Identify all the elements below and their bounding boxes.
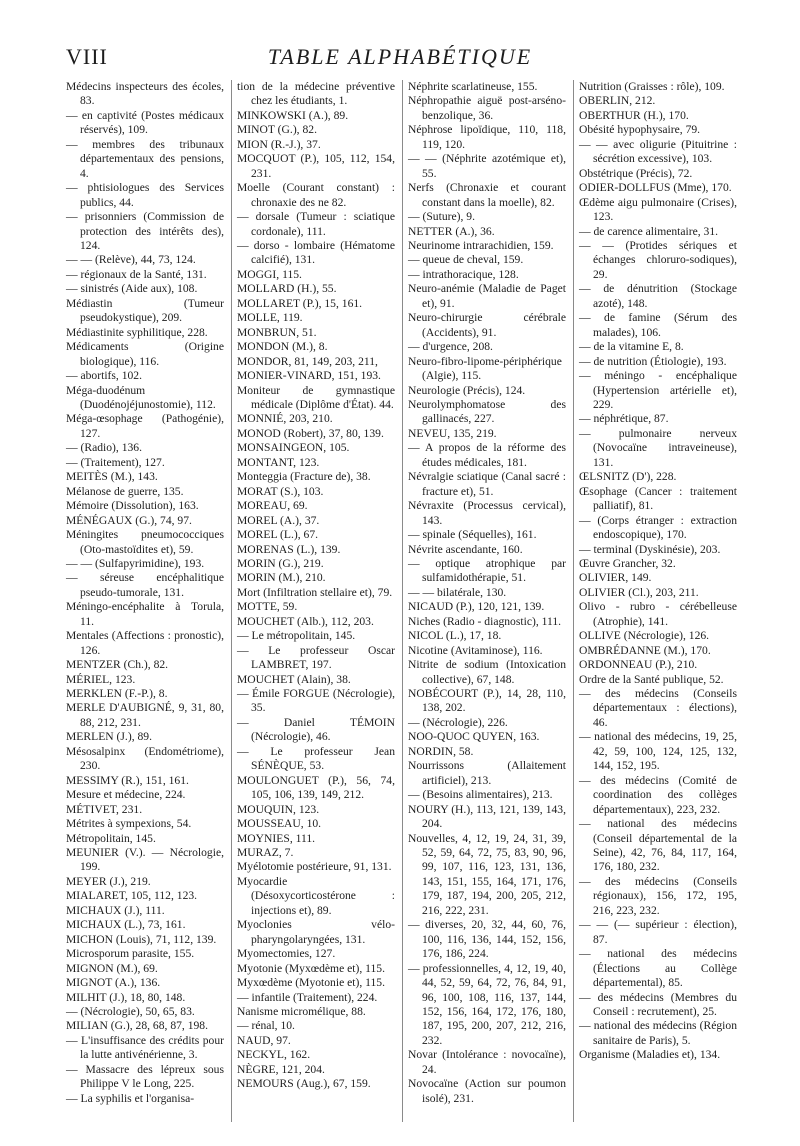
index-entry: NOO-QUOC QUYEN, 163. xyxy=(408,730,540,744)
index-entry: — séreuse encéphalitique pseudo-tumorale, 131. xyxy=(66,571,224,599)
index-entry: — en captivité (Postes médicaux réservés), 109. xyxy=(66,108,224,137)
index-entry: — des médecins (Comité de coordination des collèges départementaux), 223, 232. xyxy=(579,773,737,816)
index-entry: — optique atrophique par sulfamidothérapie, 51. xyxy=(408,556,566,585)
index-entry: OBERLIN, 212. xyxy=(579,94,656,108)
index-entry: Nutrition (Graisses : rôle), 109. xyxy=(579,80,725,93)
index-entry: Myomectomies, 127. xyxy=(237,947,336,961)
index-entry: tion de la médecine préventive chez les étudiants, 1. xyxy=(237,80,395,108)
index-entry: — L'insuffisance des crédits pour la lutte antivénérienne, 3. xyxy=(66,1033,224,1062)
index-entry: MERLEN (J.), 89. xyxy=(66,730,152,744)
index-entry: Médicaments (Origine biologique), 116. xyxy=(66,340,224,368)
index-entry: MORIN (M.), 210. xyxy=(237,571,326,585)
index-entry: MONIER-VINARD, 151, 193. xyxy=(237,369,381,383)
index-entry: — — bilatérale, 130. xyxy=(408,585,507,599)
index-entry: MOREL (A.), 37. xyxy=(237,513,320,527)
index-entry: Névralgie sciatique (Canal sacré : fracture et), 51. xyxy=(408,470,566,498)
index-entry: — méningo - encéphalique (Hypertension artérielle et), 229. xyxy=(579,369,737,411)
index-entry: Œsophage (Cancer : traitement palliatif), 81. xyxy=(579,484,737,513)
index-entry: Myotonie (Myxœdème et), 115. xyxy=(237,961,386,975)
index-entry: Nitrite de sodium (Intoxication collective), 67, 148. xyxy=(408,658,566,686)
index-entry: Neurinome intrarachidien, 159. xyxy=(408,238,554,252)
index-entry: MÉRIEL, 123. xyxy=(66,672,136,686)
index-entry: Monteggia (Fracture de), 38. xyxy=(237,470,371,484)
index-entry: Médiastinite syphilitique, 228. xyxy=(66,325,208,339)
index-entry: Médiastin (Tumeur pseudokystique), 209. xyxy=(66,296,224,325)
index-entry: MORAT (S.), 103. xyxy=(237,484,324,498)
index-entry: — pulmonaire nerveux (Novocaïne intraveineuse), 131. xyxy=(579,426,737,469)
index-entry: MÉTIVET, 231. xyxy=(66,802,143,816)
index-entry: MOGGI, 115. xyxy=(237,267,302,281)
index-entry: MONBRUN, 51. xyxy=(237,325,317,339)
index-entry: Névraxite (Processus cervical), 143. xyxy=(408,499,566,527)
index-entry: — de carence alimentaire, 31. xyxy=(579,224,719,238)
index-entry: — de la vitamine E, 8. xyxy=(579,340,684,354)
index-column-4 xyxy=(579,80,737,1063)
index-entry: — d'urgence, 208. xyxy=(408,340,493,354)
index-entry: MIALARET, 105, 112, 123. xyxy=(66,889,198,903)
index-entry: NEVEU, 135, 219. xyxy=(408,426,497,440)
index-entry: — phtisiologues des Services publics, 44. xyxy=(66,181,224,209)
index-entry: — de dénutrition (Stockage azoté), 148. xyxy=(579,282,737,310)
index-entry: Méningites pneumococciques (Oto-mastoïdites et), 59. xyxy=(66,528,224,556)
index-entry: — (Suture), 9. xyxy=(408,210,475,224)
index-entry: — (Corps étranger : extraction endoscopique), 170. xyxy=(579,513,737,542)
index-entry: Obésité hypophysaire, 79. xyxy=(579,123,701,137)
index-entry: MOYNIES, 111. xyxy=(237,831,316,845)
index-entry: — — avec oligurie (Pituitrine : sécrétion excessive), 103. xyxy=(579,137,737,166)
index-entry: NEMOURS (Aug.), 67, 159. xyxy=(237,1077,371,1091)
index-entry: — (Besoins alimentaires), 213. xyxy=(408,788,553,802)
index-entry: MINOT (G.), 82. xyxy=(237,123,317,137)
index-entry: NAUD, 97. xyxy=(237,1033,291,1047)
index-entry: — Daniel TÉMOIN (Nécrologie), 46. xyxy=(237,715,395,744)
index-entry: — prisonniers (Commission de protection des intérêts des), 124. xyxy=(66,210,224,252)
index-entry: — — (Néphrite azotémique et), 55. xyxy=(408,152,566,180)
index-entry: MICHON (Louis), 71, 112, 139. xyxy=(66,932,217,946)
index-entry: Nourrissons (Allaitement artificiel), 213. xyxy=(408,759,566,787)
index-entry: — infantile (Traitement), 224. xyxy=(237,990,378,1004)
index-entry: — terminal (Dyskinésie), 203. xyxy=(579,542,721,556)
index-entry: Novocaïne (Action sur poumon isolé), 231. xyxy=(408,1077,566,1105)
index-entry: Moniteur de gymnastique médicale (Diplôme d'État). 44. xyxy=(237,383,395,411)
index-entry: MIGNON (M.), 69. xyxy=(66,961,158,975)
index-entry: MOUQUIN, 123. xyxy=(237,802,320,816)
index-entry: Neurolymphomatose des gallinacés, 227. xyxy=(408,397,566,426)
index-entry: MOUCHET (Alain), 38. xyxy=(237,672,351,686)
index-entry: Œuvre Grancher, 32. xyxy=(579,556,676,570)
index-entry: — national des médecins (Conseil départemental de la Seine), 42, 76, 84, 117, 164, 176, 180, 232. xyxy=(579,817,737,874)
index-entry: — membres des tribunaux départementaux des pensions, 4. xyxy=(66,137,224,180)
index-entry: NÈGRE, 121, 204. xyxy=(237,1062,325,1076)
index-entry: MEUNIER (V.). — Nécrologie, 199. xyxy=(66,846,224,874)
index-entry: MOULONGUET (P.), 56, 74, 105, 106, 139, 149, 212. xyxy=(237,773,395,802)
index-entry: MURAZ, 7. xyxy=(237,846,294,860)
index-entry: — — (— supérieur : élection), 87. xyxy=(579,918,737,946)
column-divider xyxy=(573,80,574,1122)
index-entry: Métropolitain, 145. xyxy=(66,831,156,845)
index-entry: — spinale (Séquelles), 161. xyxy=(408,528,537,542)
index-entry: MICHAUX (J.), 111. xyxy=(66,903,165,917)
index-entry: Niches (Radio - diagnostic), 111. xyxy=(408,614,562,628)
index-entry: NETTER (A.), 36. xyxy=(408,224,495,238)
index-entry: Nanisme micromélique, 88. xyxy=(237,1005,366,1018)
index-entry: — des médecins (Membres du Conseil : recrutement), 25. xyxy=(579,990,737,1018)
index-entry: NOURY (H.), 113, 121, 139, 143, 204. xyxy=(408,802,566,831)
index-entry: — abortifs, 102. xyxy=(66,369,142,383)
index-entry: Mesure et médecine, 224. xyxy=(66,788,186,802)
index-entry: — professionnelles, 4, 12, 19, 40, 44, 52, 59, 64, 72, 76, 84, 91, 96, 100, 108, 116, 137, 144, 152, 156, 164, 172, 176, 180, 187, 195, 200, 207, 212, 216, 232. xyxy=(408,961,566,1047)
index-entry: Méga-duodénum (Duodénojéjunostomie), 112. xyxy=(66,383,216,411)
index-entry: — rénal, 10. xyxy=(237,1019,295,1033)
index-entry: Neurologie (Précis), 124. xyxy=(408,383,526,397)
index-entry: — des médecins (Conseils régionaux), 156, 172, 195, 216, 223, 232. xyxy=(579,874,737,917)
index-entry: Nerfs (Chronaxie et courant constant dans la moelle), 82. xyxy=(408,181,566,209)
index-entry: MENTZER (Ch.), 82. xyxy=(66,658,169,672)
index-entry: Nicotine (Avitaminose), 116. xyxy=(408,643,543,657)
index-entry: — dorsale (Tumeur : sciatique cordonale), 111. xyxy=(237,210,395,238)
index-entry: Métrites à sympexions, 54. xyxy=(66,817,192,831)
index-entry: — néphrétique, 87. xyxy=(579,412,669,426)
index-entry: Myocardie (Désoxycorticostérone : injections et), 89. xyxy=(237,874,395,917)
index-entry: MONSAINGEON, 105. xyxy=(237,441,350,455)
index-entry: Moelle (Courant constant) : chronaxie des ne 82. xyxy=(237,181,395,209)
index-entry: MOCQUOT (P.), 105, 112, 154, 231. xyxy=(237,152,395,180)
index-entry: Médecins inspecteurs des écoles, 83. xyxy=(66,80,224,108)
index-entry: — de famine (Sérum des malades), 106. xyxy=(579,311,737,339)
index-entry: OMBRÉDANNE (M.), 170. xyxy=(579,643,711,657)
index-entry: — (Nécrologie), 226. xyxy=(408,715,508,729)
index-entry: Néphrite scarlatineuse, 155. xyxy=(408,80,538,93)
index-entry: MONDON (M.), 8. xyxy=(237,340,328,354)
index-entry: Mort (Infiltration stellaire et), 79. xyxy=(237,585,393,599)
index-entry: — (Radio), 136. xyxy=(66,441,142,455)
page-number: VIII xyxy=(66,44,108,69)
index-entry: Mémoire (Dissolution), 163. xyxy=(66,499,199,513)
index-entry: Mésosalpinx (Endométriome), 230. xyxy=(66,744,224,773)
index-entry: MOLLARD (H.), 55. xyxy=(237,282,337,296)
index-entry: MIGNOT (A.), 136. xyxy=(66,976,161,990)
index-entry: — national des médecins, 19, 25, 42, 59, 100, 124, 125, 132, 144, 152, 195. xyxy=(579,730,737,773)
index-entry: MINKOWSKI (A.), 89. xyxy=(237,108,349,122)
index-columns xyxy=(66,80,738,1130)
index-entry: OLLIVE (Nécrologie), 126. xyxy=(579,629,710,643)
index-entry: MEYER (J.), 219. xyxy=(66,874,151,888)
index-entry: — queue de cheval, 159. xyxy=(408,253,524,267)
index-entry: Méningo-encéphalite à Torula, 11. xyxy=(66,600,224,628)
index-entry: Obstétrique (Précis), 72. xyxy=(579,166,693,180)
index-entry: — (Nécrologie), 50, 65, 83. xyxy=(66,1005,195,1018)
index-entry: Organisme (Maladies et), 134. xyxy=(579,1048,721,1062)
index-entry: — Le professeur Jean SÉNÈQUE, 53. xyxy=(237,744,395,773)
index-entry: — (Traitement), 127. xyxy=(66,455,165,469)
index-entry: — — (Relève), 44, 73, 124. xyxy=(66,253,196,267)
index-entry: — Massacre des lépreux sous Philippe V le Long, 225. xyxy=(66,1062,224,1091)
index-entry: — national des médecins (Élections au Collège départemental), 85. xyxy=(579,947,737,990)
index-entry: MERLE D'AUBIGNÉ, 9, 31, 80, 88, 212, 231. xyxy=(66,701,224,729)
column-divider xyxy=(402,80,403,1122)
index-entry: Neuro-fibro-lipome-périphérique (Algie), 115. xyxy=(408,354,562,383)
index-entry: Myoclonies vélo-pharyngolaryngées, 131. xyxy=(237,918,395,946)
index-entry: NICAUD (P.), 120, 121, 139. xyxy=(408,600,545,614)
index-entry: — sinistrés (Aide aux), 108. xyxy=(66,282,198,296)
index-entry: MONDOR, 81, 149, 203, 211, xyxy=(237,354,378,368)
index-entry: Olivo - rubro - cérébelleuse (Atrophie), 141. xyxy=(579,600,737,628)
index-entry: NICOL (L.), 17, 18. xyxy=(408,629,502,643)
index-entry: Myélotomie postérieure, 91, 131. xyxy=(237,860,392,874)
column-divider xyxy=(231,80,232,1122)
index-entry: Néphropathie aiguë post-arséno-benzolique, 36. xyxy=(408,94,566,122)
index-entry: ORDONNEAU (P.), 210. xyxy=(579,658,698,672)
index-entry: — — (Sulfapyrimidine), 193. xyxy=(66,556,205,570)
index-entry: OBERTHUR (H.), 170. xyxy=(579,108,689,122)
index-entry: Œdème aigu pulmonaire (Crises), 123. xyxy=(579,195,737,224)
index-entry: NECKYL, 162. xyxy=(237,1048,311,1062)
index-entry: MORIN (G.), 219. xyxy=(237,556,324,570)
index-entry: Névrite ascendante, 160. xyxy=(408,542,523,556)
index-entry: MILIAN (G.), 28, 68, 87, 198. xyxy=(66,1019,209,1033)
index-entry: NOBÉCOURT (P.), 14, 28, 110, 138, 202. xyxy=(408,687,566,715)
index-entry: Ordre de la Santé publique, 52. xyxy=(579,672,724,686)
index-entry: MONTANT, 123. xyxy=(237,455,320,469)
index-entry: MOUSSEAU, 10. xyxy=(237,817,322,831)
index-entry: MESSIMY (R.), 151, 161. xyxy=(66,773,189,787)
index-entry: MILHIT (J.), 18, 80, 148. xyxy=(66,990,186,1004)
index-column-1 xyxy=(66,80,224,1106)
index-entry: — Le professeur Oscar LAMBRET, 197. xyxy=(237,643,395,672)
index-entry: — des médecins (Conseils départementaux : élections), 46. xyxy=(579,687,737,729)
index-entry: Novar (Intolérance : novocaïne), 24. xyxy=(408,1048,566,1076)
index-entry: — Le métropolitain, 145. xyxy=(237,629,356,643)
index-entry: MOREAU, 69. xyxy=(237,499,308,513)
index-entry: — national des médecins (Région sanitaire de Paris), 5. xyxy=(579,1019,737,1047)
index-entry: Microsporum parasite, 155. xyxy=(66,947,195,961)
index-entry: OLIVIER, 149. xyxy=(579,571,652,585)
index-entry: MOLLARET (P.), 15, 161. xyxy=(237,296,363,310)
index-entry: ODIER-DOLLFUS (Mme), 170. xyxy=(579,181,732,195)
index-entry: Mélanose de guerre, 135. xyxy=(66,484,184,498)
index-entry: OLIVIER (Cl.), 203, 211. xyxy=(579,585,699,599)
index-entry: — La syphilis et l'organisa- xyxy=(66,1091,195,1105)
index-entry: MION (R.-J.), 37. xyxy=(237,137,321,151)
index-entry: — dorso - lombaire (Hématome calcifié), 131. xyxy=(237,238,395,267)
index-entry: MERKLEN (F.-P.), 8. xyxy=(66,687,168,701)
index-entry: MICHAUX (L.), 73, 161. xyxy=(66,918,186,932)
index-entry: Néphrose lipoïdique, 110, 118, 119, 120. xyxy=(408,123,566,151)
index-entry: — de nutrition (Étiologie), 193. xyxy=(579,354,727,368)
index-entry: Neuro-chirurgie cérébrale (Accidents), 91. xyxy=(408,311,566,339)
index-entry: — régionaux de la Santé, 131. xyxy=(66,267,207,281)
index-entry: MONNIÉ, 203, 210. xyxy=(237,412,333,426)
index-entry: Neuro-anémie (Maladie de Paget et), 91. xyxy=(408,282,566,310)
index-entry: — A propos de la réforme des études médicales, 181. xyxy=(408,441,566,469)
page-header xyxy=(66,44,734,74)
index-entry: MOTTE, 59. xyxy=(237,600,298,614)
index-entry: — intrathoracique, 128. xyxy=(408,267,519,281)
index-entry: MOREL (L.), 67. xyxy=(237,528,319,542)
index-entry: MONOD (Robert), 37, 80, 139. xyxy=(237,426,384,440)
running-title: TABLE ALPHABÉTIQUE xyxy=(267,44,533,69)
index-entry: — diverses, 20, 32, 44, 60, 76, 100, 116, 136, 144, 152, 156, 176, 186, 224. xyxy=(408,918,566,961)
index-entry: Nouvelles, 4, 12, 19, 24, 31, 39, 52, 59, 64, 72, 75, 83, 90, 96, 99, 107, 116, 123, 131, 136, 143, 151, 155, 164, 171, 176, 179, 187, 194, 200, 205, 212, 216, 222, 231. xyxy=(408,831,566,917)
index-entry: — — (Protides sériques et échanges chloruro-sodiques), 29. xyxy=(579,238,737,281)
index-entry: ŒLSNITZ (D'), 228. xyxy=(579,470,677,484)
index-entry: MOUCHET (Alb.), 112, 203. xyxy=(237,614,374,628)
index-entry: MÉNÉGAUX (G.), 74, 97. xyxy=(66,513,192,527)
index-column-3 xyxy=(408,80,566,1106)
index-entry: NORDIN, 58. xyxy=(408,744,474,758)
index-column-2 xyxy=(237,80,395,1092)
index-entry: Myxœdème (Myotonie et), 115. xyxy=(237,976,386,990)
index-entry: — Émile FORGUE (Nécrologie), 35. xyxy=(237,687,395,715)
index-entry: Mentales (Affections : pronostic), 126. xyxy=(66,629,224,657)
index-entry: MEITÈS (M.), 143. xyxy=(66,470,158,484)
index-entry: Méga-œsophage (Pathogénie), 127. xyxy=(66,412,224,440)
index-entry: MORENAS (L.), 139. xyxy=(237,542,341,556)
index-entry: MOLLE, 119. xyxy=(237,311,303,325)
